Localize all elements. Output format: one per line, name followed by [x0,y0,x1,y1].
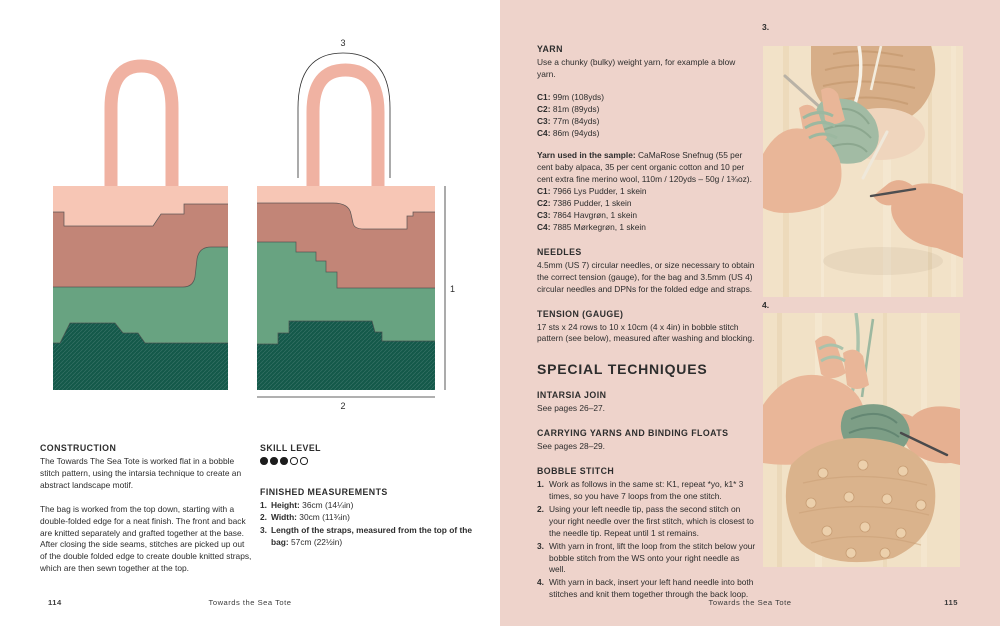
bobble-stitch-heading: BOBBLE STITCH [537,466,615,477]
measurement-item: 2. Width: 30cm (11¾in) [260,512,350,523]
yarn-sample-text: CaMaRose Snefnug (55 per cent baby alpaca, 35 per cent organic cotton and 10 per cent extra fine merino wool, 110m / 120yds – 50g / 1¾oz). [537,150,752,185]
needles-text: 4.5mm (US 7) circular needles, or size necessary to obtain the correct tension (gauge), for the bag and 3.5mm (US 4) circular needles and DPNs for the folded edge and straps. [537,259,755,294]
height-dimension-label: 1 [450,284,456,294]
width-dimension-label: 2 [340,401,346,411]
back-strap [313,70,378,190]
running-title: Towards the Sea Tote [708,598,792,607]
page-number: 114 [48,598,62,607]
photo-3-label: 3. [762,22,770,32]
bobble-step: 2. Using your left needle tip, pass the second stitch on your right needle over the first stitch, which is closest to the needle tip. Repeat until 1 st remains. [537,503,754,538]
yarn-shade-line: C3: 7864 Havgrøn, 1 skein [537,209,638,220]
needles-heading: NEEDLES [537,246,582,257]
right-page [500,0,1000,626]
yarn-shade-line: C2: 7386 Pudder, 1 skein [537,198,632,209]
skill-dot [270,457,278,465]
bobble-step: 4. With yarn in back, insert your left hand needle into both stitches and knit them together through the back loop. [537,577,754,600]
measurements-list [260,500,488,550]
photo-step-4 [763,313,960,567]
yarn-shade-line: C1: 7966 Lys Pudder, 1 skein [537,186,647,197]
carrying-yarns-heading: CARRYING YARNS AND BINDING FLOATS [537,428,729,439]
bobble-step: 1. Work as follows in the same st: K1, repeat *yo, k1* 3 times, so you have 7 loops from the one stitch. [537,479,744,502]
specs-section [260,443,488,549]
tension-heading: TENSION (GAUGE) [537,308,624,319]
skill-dot [260,457,268,465]
yarn-intro: Use a chunky (bulky) weight yarn, for example a blow yarn. [537,57,736,79]
front-strap [111,66,172,190]
bobble-steps-list [537,479,756,601]
yarn-shades-list [537,186,756,234]
intarsia-join-text: See pages 26–27. [537,403,605,414]
construction-paragraph-1: The Towards The Sea Tote is worked flat in a bobble stitch pattern, using the intarsia technique to create an abstract landscape motif. [40,456,242,490]
bobble-step: 3. With yarn in front, lift the loop from the stitch below your bobble stitch from the WS onto your right needle as well. [537,540,756,575]
pattern-info-column [537,44,756,601]
yarn-sample [537,150,756,186]
skill-level-dots [260,457,488,465]
yarn-shade-line: C4: 7885 Mørkegrøn, 1 skein [537,221,646,232]
construction-heading: CONSTRUCTION [40,443,117,453]
skill-level-heading: SKILL LEVEL [260,443,321,453]
strap-dimension-label: 3 [340,38,346,48]
tote-front-illustration [53,66,228,390]
photo-4-label: 4. [762,300,770,310]
construction-section [40,443,253,575]
yarn-amounts-list [537,92,756,140]
special-techniques-heading: SPECIAL TECHNIQUES [537,361,708,378]
construction-paragraph-2: The bag is worked from the top down, starting with a double-folded edge for a neat finish. The front and back are knitted separately and grafted together at the base. After closing the side seams, stitches are picked up out of the double folded edge to create double knitted straps, which are then sewn together at the top. [40,503,252,574]
tote-back-illustration [257,38,455,411]
left-footer [0,598,500,610]
finished-measurements-heading: FINISHED MEASUREMENTS [260,486,388,497]
tote-diagram [0,0,500,435]
page-number: 115 [944,598,958,607]
yarn-amount-line: C4: 86m (94yds) [537,127,600,138]
tension-text: 17 sts x 24 rows to 10 x 10cm (4 x 4in) in bobble stitch pattern (see below), measured after washing and blocking. [537,321,755,344]
measurement-item: 1. Height: 36cm (14¼in) [260,499,354,510]
yarn-heading: YARN [537,44,563,54]
skill-dot [280,457,288,465]
skill-dot [290,457,298,465]
skill-dot [300,457,308,465]
photo-step-3 [763,46,963,297]
yarn-amount-line: C3: 77m (84yds) [537,115,600,126]
right-footer [500,598,1000,610]
yarn-amount-line: C2: 81m (89yds) [537,103,600,114]
measurement-item: 3. Length of the straps, measured from the top of the bag: 57cm (22½in) [260,525,473,548]
yarn-amount-line: C1: 99m (108yds) [537,91,605,102]
running-title: Towards the Sea Tote [208,598,292,607]
yarn-sample-label: Yarn used in the sample: [537,150,636,161]
intarsia-join-heading: INTARSIA JOIN [537,390,607,401]
carrying-yarns-text: See pages 28–29. [537,441,605,452]
